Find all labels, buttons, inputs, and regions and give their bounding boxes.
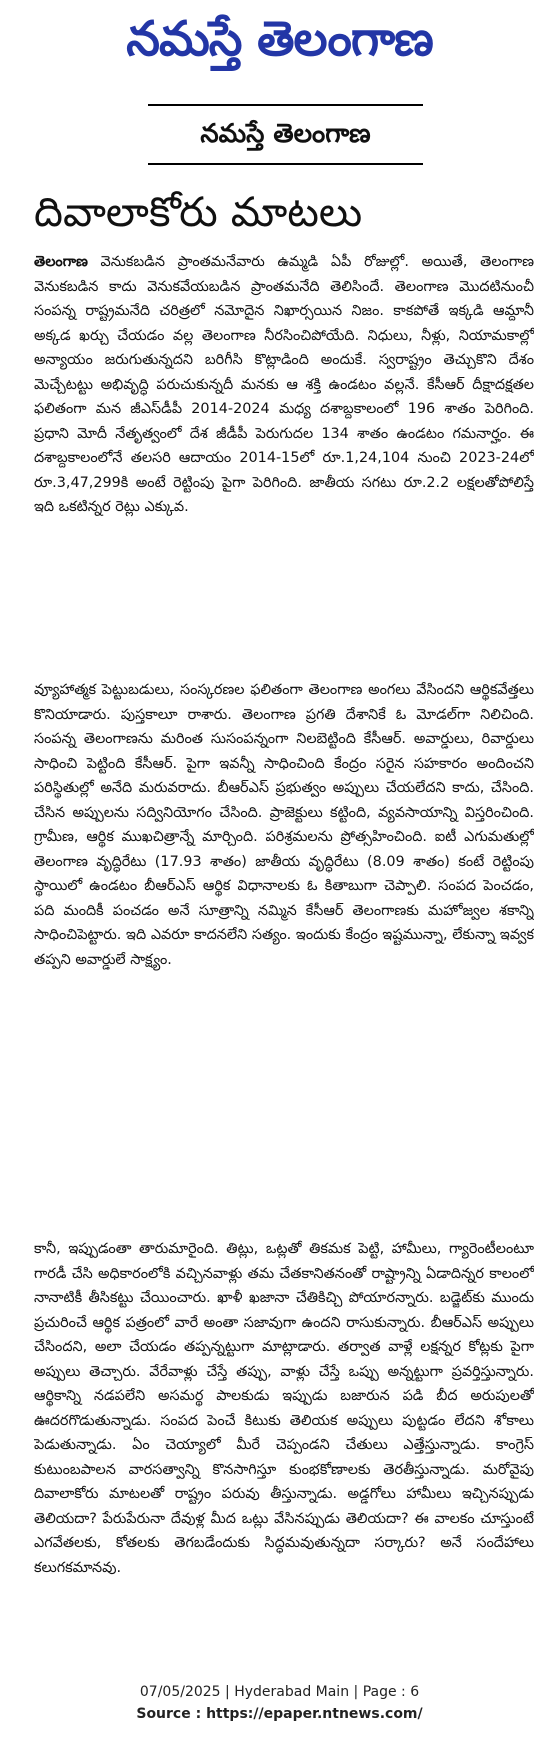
article-paragraph-1 (34, 250, 534, 632)
article-paragraph-3: కానీ, ఇప్పుడంతా తారుమారైంది. తిట్లు, ఒట్లతో తికమక పెట్టి, హామీలు, గ్యారెంటీలంటూ గారడీ చేసి అధికారంలోకి వచ్చినవాళ్లు తమ చేతకానితనంతో రాష్ట్రాన్ని ఏడాదిన్నర కాలంలో నానాటికీ తీసికట్టు చేయించారు. ఖాళీ ఖజానా చేతికిచ్చి పోయారన్నారు. బడ్జెట్‌కు ముందు ప్రచురించే ఆర్థిక పత్రంలో వారే అంతా సజావుగా ఉందని రాసుకున్నారు. బీఆర్‌ఎస్ అప్పులు చేసిందని, అలా చేయడం తప్పన్నట్టుగా మాట్లాడారు. తర్వాత వాళ్లే లక్షన్నర కోట్లకు పైగా అప్పులు తెచ్చారు. వేరేవాళ్లు చేస్తే తప్పు, వాళ్లు చేస్తే ఒప్పు అన్నట్టుగా ప్రవర్తిస్తున్నారు. ఆర్థికాన్ని నడపలేని అసమర్థ పాలకుడు ఇప్పుడు బజారున పడి బీద అరుపులతో ఊదరగొడుతున్నాడు. సంపద పెంచే కిటుకు తెలియక అప్పులు పుట్టడం లేదని శోకాలు పెడుతున్నాడు. ఏం చెయ్యాలో మీరే చెప్పండని చేతులు ఎత్తేస్తున్నాడు. కాంగ్రెస్ కుటుంబపాలన వారసత్వాన్ని కొనసాగిస్తూ కుంభకోణాలకు తెరతీస్తున్నాడు. మరోవైపు దివాలాకోరు మాటలతో రాష్ట్రం పరువు తీస్తున్నాడు. అడ్డగోలు హామీలు ఇచ్చినప్పుడు తెలియదా? పేరుపేరునా దేవుళ్ల మీద ఒట్లు వేసినప్పుడు తెలియదా? ఈ వాలకం చూస్తుంటే ఎగవేతలకు, కోతలకు తెగబడేందుకు సిద్ధమవుతున్నదా సర్కారు? అనే సందేహాలు కలుగకమానవు. (34, 1241, 534, 1576)
article-headline: దివాలాకోరు మాటలు (34, 188, 363, 236)
lead-word: తెలంగాణ (34, 254, 88, 270)
column-rule-top (148, 104, 423, 106)
article-paragraph-2: వ్యూహాత్మక పెట్టుబడులు, సంస్కరణల ఫలితంగా తెలంగాణ అంగలు వేసిందని ఆర్థికవేత్తలు కొనియాడారు. పుస్తకాలూ రాశారు. తెలంగాణ ప్రగతి దేశానికే ఓ మోడల్‌గా నిలిచింది. సంపన్న తెలంగాణను మరింత సుసంపన్నంగా నిలబెట్టింది కేసీఆర్. అవార్డులు, రివార్డులు సాధించి పెట్టింది కేసీఆర్. పైగా ఇవన్నీ సాధించింది కేంద్రం సరైన సహకారం అందించని పరిస్థితుల్లో అనేది మరువరాదు. బీఆర్‌ఎస్ ప్రభుత్వం అప్పులు చేయలేదని కాదు, చేసింది. చేసిన అప్పులను సద్వినియోగం చేసింది. ప్రాజెక్టులు కట్టింది, వ్యవసాయాన్ని విస్తరించింది. గ్రామీణ, ఆర్థిక ముఖచిత్రాన్నే మార్చింది. పరిశ్రమలను ప్రోత్సహించింది. ఐటీ ఎగుమతుల్లో తెలంగాణ వృద్ధిరేటు (17.93 శాతం) జాతీయ వృద్ధిరేటు (8.09 శాతం) కంటే రెట్టింపు స్థాయిలో ఉండటం బీఆర్‌ఎస్ ఆర్థిక విధానాలకు ఓ కితాబుగా చెప్పాలి. సంపద పెంచడం, పది మందికీ పంచడం అనే సూత్రాన్ని నమ్మిన కేసీఆర్ తెలంగాణకు మహోజ్వల శకాన్ని సాధించిపెట్టారు. ఇది ఎవరూ కాదనలేని సత్యం. ఇందుకు కేంద్రం ఇష్టమున్నా, లేకున్నా ఇవ్వక తప్పని అవార్డులే సాక్ష్యం. (34, 682, 534, 968)
column-title: నమస్తే తెలంగాణ (200, 119, 371, 149)
column-rule-bottom (148, 163, 423, 165)
footer-date-edition-page: 07/05/2025 | Hyderabad Main | Page : 6 (139, 1684, 420, 1700)
paragraph-1-text: వెనుకబడిన ప్రాంతమనేవారు ఉమ్మడి ఏపీ రోజుల్లో. అయితే, తెలంగాణ వెనుకబడిన కాదు వెనుకవేయబడిన ప్రాంతమనేది తెలిసిందే. తెలంగాణ మొదటినుంచీ సంపన్న రాష్ట్రమనేది చరిత్రలో నమోదైన నిఖార్సయిన నిజం. కాకపోతే ఇక్కడి ఆమ్దానీ అక్కడ ఖర్చు చేయడం వల్ల తెలంగాణ నీరసించిపోయేది. నిధులు, నీళ్లు, నియామకాల్లో అన్యాయం జరుగుతున్నదని బరిగీసి కొట్లాడింది అందుకే. స్వరాష్ట్రం తెచ్చుకొని దేశం మెచ్చేటట్టు అభివృద్ధి పరుచుకున్నదీ మనకు ఆ శక్తి ఉండటం వల్లనే. కేసీఆర్ దీక్షాదక్షతల ఫలితంగా మన జీఎస్‌డీపీ 2014-2024 మధ్య దశాబ్దకాలంలో 196 శాతం పెరిగింది. ప్రధాని మోదీ నేతృత్వంలో దేశ జీడీపీ పెరుగుదల 134 శాతం ఉండటం గమనార్హం. ఈ దశాబ్దకాలంలోనే తలసరి ఆదాయం 2014-15లో రూ.1,24,104 నుంచి 2023-24లో రూ.3,47,299కి అంటే రెట్టింపు పైగా పెరిగింది. జాతీయ సగటు రూ.2.2 లక్షలతోపోలిస్తే ఇది ఒకటిన్నర రెట్లు ఎక్కువ. (34, 254, 534, 515)
newspaper-masthead-logo: నమస్తే తెలంగాణ (126, 11, 433, 67)
footer-source-link[interactable]: Source : https://epaper.ntnews.com/ (136, 1706, 423, 1722)
